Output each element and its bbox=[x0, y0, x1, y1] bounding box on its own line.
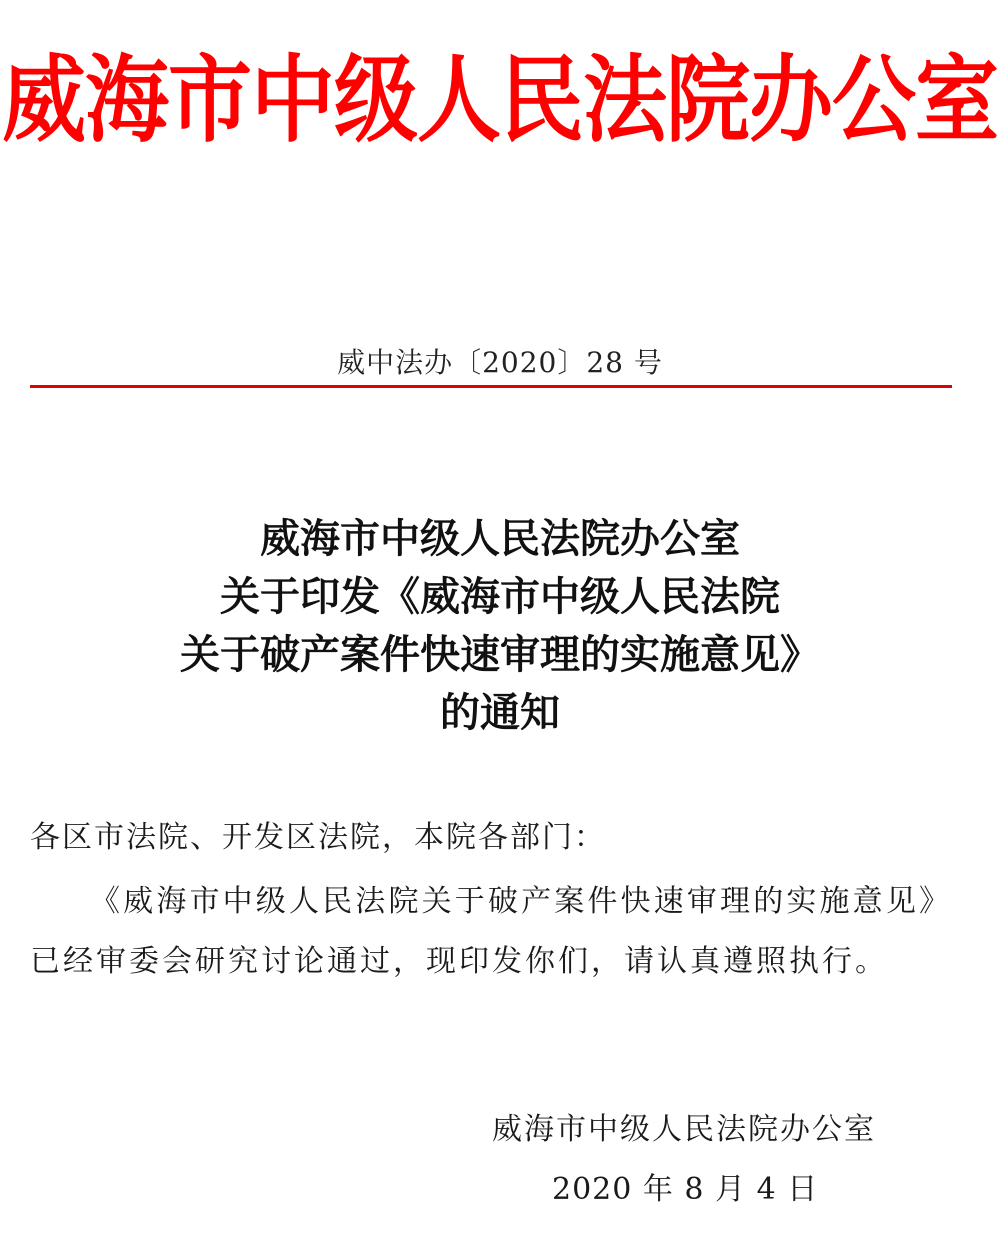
title-line-4: 的通知 bbox=[440, 690, 560, 736]
title-line-2: 关于印发《威海市中级人民法院 bbox=[220, 574, 780, 620]
title-line-3: 关于破产案件快速审理的实施意见》 bbox=[180, 632, 820, 678]
notice-title bbox=[0, 510, 1000, 742]
salutation: 各区市法院、开发区法院，本院各部门： bbox=[30, 820, 606, 855]
signature: 威海市中级人民法院办公室 bbox=[492, 1112, 876, 1147]
red-divider bbox=[30, 385, 952, 388]
body-paragraph: 《威海市中级人民法院关于破产案件快速审理的实施意见》已经审委会研究讨论通过，现印发你们，请认真遵照执行。 bbox=[30, 884, 952, 979]
title-line-1: 威海市中级人民法院办公室 bbox=[260, 516, 740, 562]
issuer-header: 威海市中级人民法院办公室 bbox=[1, 45, 998, 155]
issue-date: 2020 年 8 月 4 日 bbox=[552, 1172, 819, 1207]
document-number: 威中法办〔2020〕28 号 bbox=[337, 346, 663, 379]
